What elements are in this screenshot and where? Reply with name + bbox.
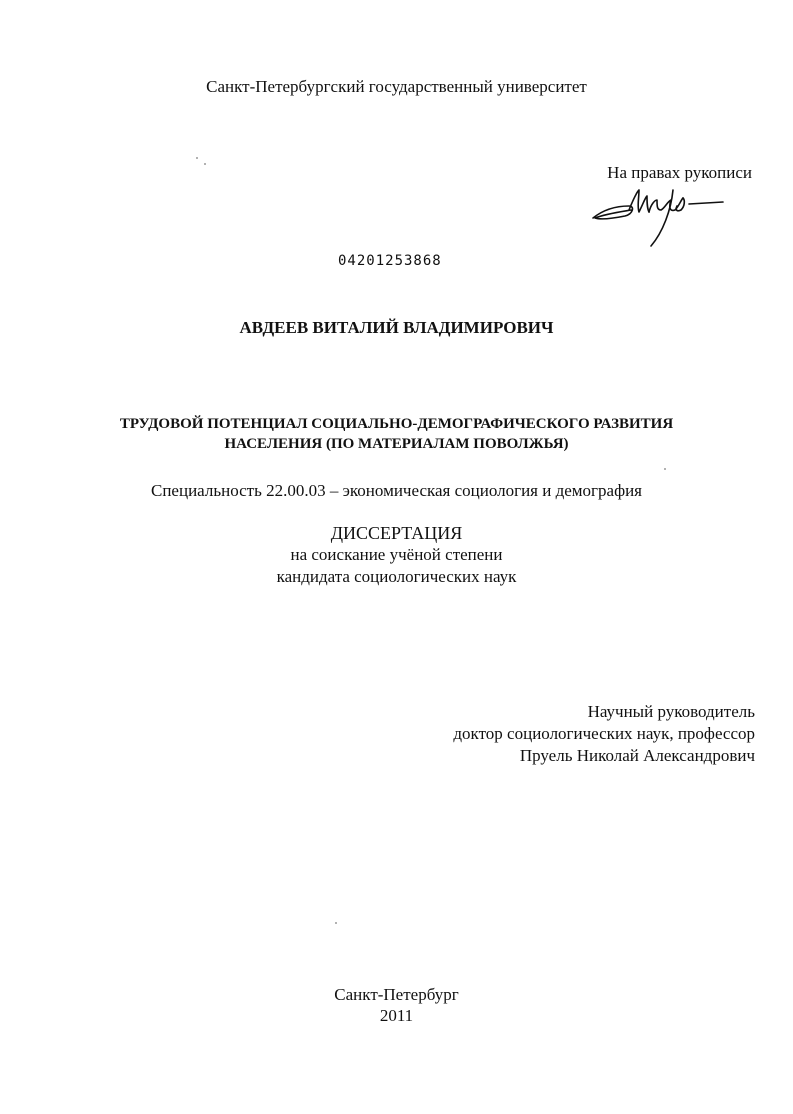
year: 2011 xyxy=(379,1006,414,1025)
supervisor-credentials: доктор социологических наук, профессор xyxy=(453,724,755,743)
supervisor-name: Пруель Николай Александрович xyxy=(519,746,755,765)
title-line-1: ТРУДОВОЙ ПОТЕНЦИАЛ СОЦИАЛЬНО-ДЕМОГРАФИЧЕСКОГО РАЗВИТИЯ xyxy=(119,416,674,432)
scan-speck xyxy=(664,468,666,470)
signature-icon xyxy=(585,170,725,250)
manuscript-rights-note: На правах рукописи xyxy=(607,163,752,182)
specialty-line: Специальность 22.00.03 – экономическая социология и демография xyxy=(151,481,642,500)
supervisor-role: Научный руководитель xyxy=(587,702,755,721)
catalog-number: 04201253868 xyxy=(338,253,442,269)
document-type: ДИССЕРТАЦИЯ xyxy=(330,523,463,543)
city: Санкт-Петербург xyxy=(334,985,459,1004)
university-name: Санкт-Петербургский государственный университет xyxy=(206,77,587,96)
supervisor-block xyxy=(453,701,755,767)
degree-line-1: на соискание учёной степени xyxy=(290,545,503,564)
dissertation-title xyxy=(0,414,793,454)
title-line-2: НАСЕЛЕНИЯ (ПО МАТЕРИАЛАМ ПОВОЛЖЬЯ) xyxy=(224,436,569,452)
scan-speck xyxy=(335,922,337,924)
scan-speck xyxy=(196,157,198,159)
degree-line-2: кандидата социологических наук xyxy=(276,567,517,586)
author-name: АВДЕЕВ ВИТАЛИЙ ВЛАДИМИРОВИЧ xyxy=(239,318,554,337)
scan-speck xyxy=(204,163,206,165)
